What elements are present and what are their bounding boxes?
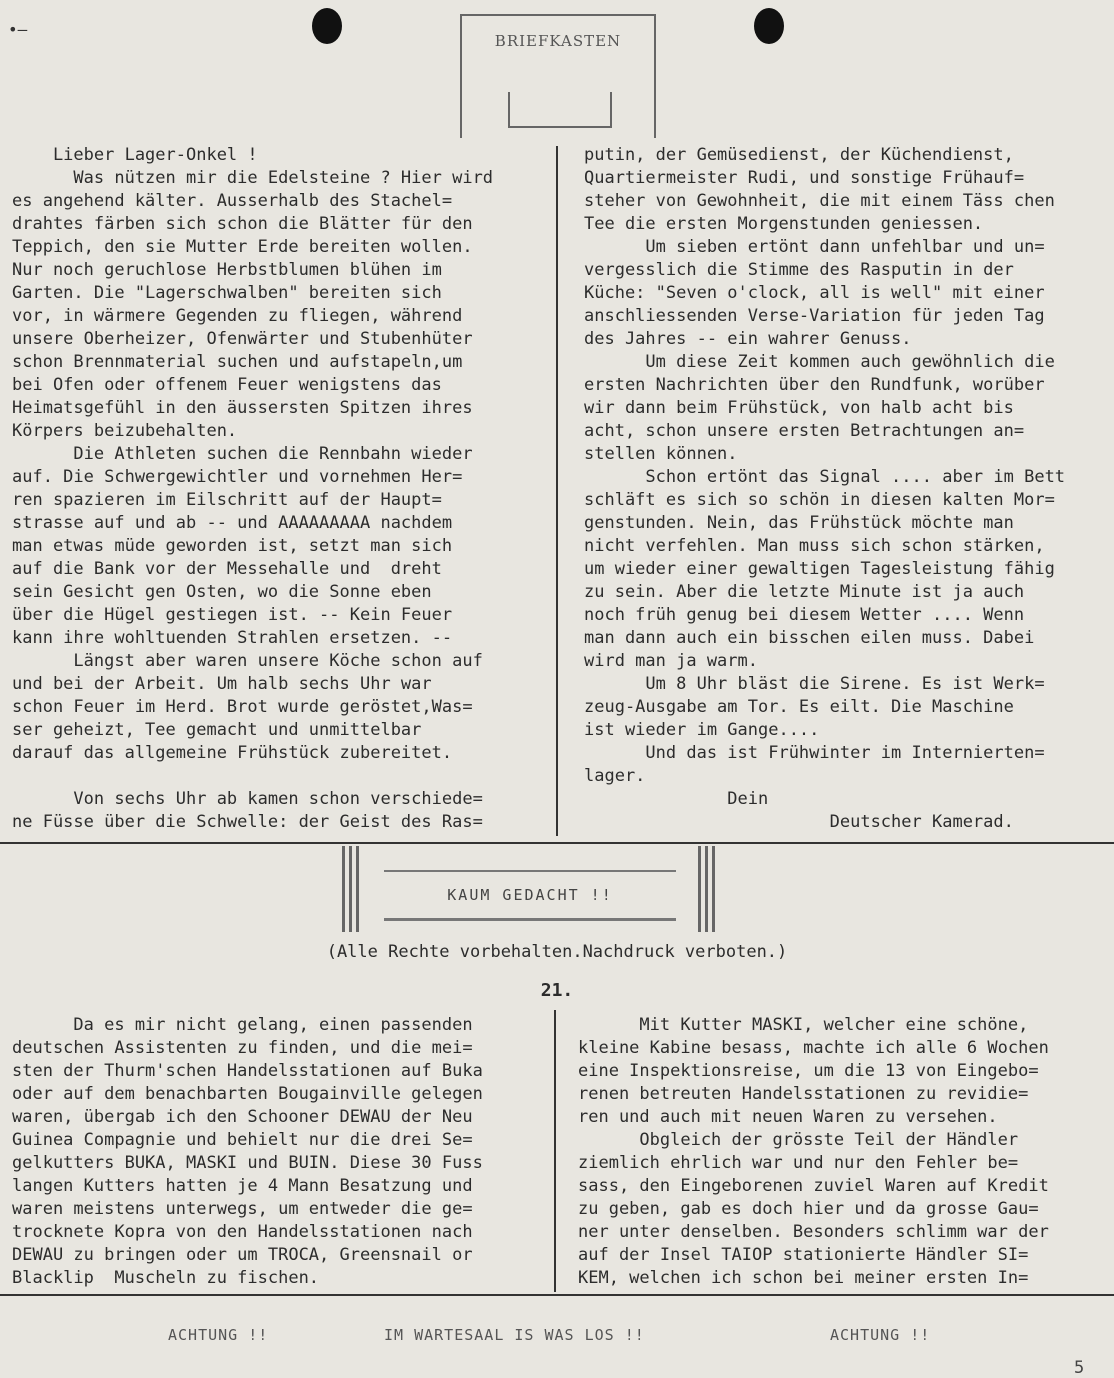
- letter-line: vor, in wärmere Gegenden zu fliegen, während: [12, 306, 463, 326]
- briefkasten-header: [460, 14, 656, 138]
- story-line: sass, den Eingeborenen zuviel Waren auf Kredit: [578, 1176, 1049, 1196]
- kaum-gedacht-title: KAUM GEDACHT !!: [447, 886, 613, 904]
- letter-line: ne Füsse über die Schwelle: der Geist des Ras=: [12, 812, 483, 832]
- letter-line: Dein: [584, 789, 769, 809]
- story-line: waren, übergab ich den Schooner DEWAU der Neu: [12, 1107, 473, 1127]
- letter-line: schläft es sich so schön in diesen kalten Mor=: [584, 490, 1055, 510]
- story-line: deutschen Assistenten zu finden, und die mei=: [12, 1038, 473, 1058]
- letter-line: vergesslich die Stimme des Rasputin in der: [584, 260, 1014, 280]
- letter-line: Was nützen mir die Edelsteine ? Hier wird: [12, 168, 494, 188]
- letter-line: Und das ist Frühwinter im Internierten=: [584, 743, 1045, 763]
- letter-line: Um diese Zeit kommen auch gewöhnlich die: [584, 352, 1055, 372]
- story-line: oder auf dem benachbarten Bougainville gelegen: [12, 1084, 483, 1104]
- letter-line: genstunden. Nein, das Frühstück möchte man: [584, 513, 1014, 533]
- letter-line: darauf das allgemeine Frühstück zubereitet.: [12, 743, 453, 763]
- letter-line: Um 8 Uhr bläst die Sirene. Es ist Werk=: [584, 674, 1045, 694]
- story-line: Obgleich der grösste Teil der Händler: [578, 1130, 1019, 1150]
- briefkasten-title: BRIEFKASTEN: [494, 32, 622, 50]
- letter-line: strasse auf und ab -- und ААААААААА nachdem: [12, 513, 453, 533]
- story-column-divider: [554, 1010, 556, 1292]
- story-line: Mit Kutter MASKI, welcher eine schöne,: [578, 1015, 1029, 1035]
- letter-line: sein Gesicht gen Osten, wo die Sonne eben: [12, 582, 432, 602]
- letter-line: Die Athleten suchen die Rennbahn wieder: [12, 444, 473, 464]
- story-line: ren und auch mit neuen Waren zu versehen.: [578, 1107, 998, 1127]
- letter-line: Garten. Die "Lagerschwalben" bereiten sich: [12, 283, 442, 303]
- letter-line: unsere Oberheizer, Ofenwärter und Stubenhüter: [12, 329, 473, 349]
- section-divider-top: [0, 842, 1114, 844]
- letter-line: um wieder einer gewaltigen Tagesleistung fähig: [584, 559, 1055, 579]
- story-right-column: [578, 1014, 1049, 1290]
- letter-line: wir dann beim Frühstück, von halb acht bis: [584, 398, 1014, 418]
- story-line: DEWAU zu bringen oder um TROCA, Greensnail or: [12, 1245, 473, 1265]
- story-line: gelkutters BUKA, MASKI und BUIN. Diese 30 Fuss: [12, 1153, 483, 1173]
- letter-line: des Jahres -- ein wahrer Genuss.: [584, 329, 912, 349]
- letter-line: Schon ertönt das Signal .... aber im Bett: [584, 467, 1066, 487]
- letter-line: Teppich, den sie Mutter Erde bereiten wollen.: [12, 237, 473, 257]
- letter-line: ersten Nachrichten über den Rundfunk, worüber: [584, 375, 1045, 395]
- letter-line: kann ihre wohltuenden Strahlen ersetzen. --: [12, 628, 453, 648]
- story-line: sten der Thurm'schen Handelsstationen auf Buka: [12, 1061, 483, 1081]
- letter-line: Küche: "Seven o'clock, all is well" mit einer: [584, 283, 1045, 303]
- letter-line: Nur noch geruchlose Herbstblumen blühen im: [12, 260, 442, 280]
- story-line: zu geben, gab es doch hier und da grosse Gau=: [578, 1199, 1039, 1219]
- letter-line: ren spazieren im Eilschritt auf der Haupt=: [12, 490, 442, 510]
- letter-line: schon Brennmaterial suchen und aufstapeln,um: [12, 352, 463, 372]
- letter-line: ser geheizt, Tee gemacht und unmittelbar: [12, 720, 422, 740]
- letter-line: es angehend kälter. Ausserhalb des Stachel=: [12, 191, 453, 211]
- letter-line: putin, der Gemüsedienst, der Küchendienst,: [584, 145, 1014, 165]
- letter-line: nicht verfehlen. Man muss sich schon stärken,: [584, 536, 1045, 556]
- letter-line: man etwas müde geworden ist, setzt man sich: [12, 536, 453, 556]
- story-line: KEM, welchen ich schon bei meiner ersten In=: [578, 1268, 1029, 1288]
- story-line: trocknete Kopra von den Handelsstationen nach: [12, 1222, 473, 1242]
- story-line: Da es mir nicht gelang, einen passenden: [12, 1015, 473, 1035]
- letter-line: Körpers beizubehalten.: [12, 421, 238, 441]
- letter-line: über die Hügel gestiegen ist. -- Kein Feuer: [12, 605, 453, 625]
- letter-line: anschliessenden Verse-Variation für jeden Tag: [584, 306, 1045, 326]
- story-line: kleine Kabine besass, machte ich alle 6 Wochen: [578, 1038, 1049, 1058]
- punch-hole-left: [312, 8, 342, 44]
- letter-right-column: [584, 144, 1065, 834]
- story-line: auf der Insel TAIOP stationierte Händler SI=: [578, 1245, 1029, 1265]
- kaum-gedacht-header: [340, 846, 720, 936]
- letter-line: Quartiermeister Rudi, und sonstige Frühauf=: [584, 168, 1025, 188]
- letter-line: stellen können.: [584, 444, 738, 464]
- letter-line: acht, schon unsere ersten Betrachtungen an=: [584, 421, 1025, 441]
- story-line: eine Inspektionsreise, um die 13 von Eingebo=: [578, 1061, 1039, 1081]
- letter-line: auf die Bank vor der Messehalle und dreht: [12, 559, 442, 579]
- story-line: ner unter denselben. Besonders schlimm war der: [578, 1222, 1049, 1242]
- letter-line: schon Feuer im Herd. Brot wurde geröstet,Was=: [12, 697, 473, 717]
- letter-line: Tee die ersten Morgenstunden geniessen.: [584, 214, 984, 234]
- letter-line: Von sechs Uhr ab kamen schon verschiede=: [12, 789, 483, 809]
- story-line: renen betreuten Handelsstationen zu revidie=: [578, 1084, 1029, 1104]
- episode-number: 21.: [540, 980, 574, 1001]
- footer-right: ACHTUNG !!: [830, 1326, 931, 1344]
- story-line: langen Kutters hatten je 4 Mann Besatzung und: [12, 1176, 473, 1196]
- story-line: Guinea Compagnie und behielt nur die drei Se=: [12, 1130, 473, 1150]
- letter-line: steher von Gewohnheit, die mit einem Täss chen: [584, 191, 1055, 211]
- letter-line: Um sieben ertönt dann unfehlbar und un=: [584, 237, 1045, 257]
- corner-mark: •–: [8, 20, 28, 39]
- mailbox-slot: [508, 92, 612, 128]
- letter-line: bei Ofen oder offenem Feuer wenigstens das: [12, 375, 442, 395]
- footer-left: ACHTUNG !!: [168, 1326, 269, 1344]
- letter-line: lager.: [584, 766, 646, 786]
- story-line: ziemlich ehrlich war und nur den Fehler be=: [578, 1153, 1019, 1173]
- letter-line: Heimatsgefühl in den äussersten Spitzen ihres: [12, 398, 473, 418]
- letter-line: man dann auch ein bisschen eilen muss. Dabei: [584, 628, 1035, 648]
- letter-line: noch früh genug bei diesem Wetter .... Wenn: [584, 605, 1025, 625]
- letter-line: zeug-Ausgabe am Tor. Es eilt. Die Maschine: [584, 697, 1014, 717]
- letter-line: drahtes färben sich schon die Blätter für den: [12, 214, 473, 234]
- letter-line: zu sein. Aber die letzte Minute ist ja auch: [584, 582, 1025, 602]
- letter-line: auf. Die Schwergewichtler und vornehmen Her=: [12, 467, 463, 487]
- letter-column-divider: [556, 146, 558, 836]
- letter-left-column: [12, 144, 493, 834]
- rights-notice: (Alle Rechte vorbehalten.Nachdruck verboten.): [326, 942, 788, 962]
- page-number: 5: [1074, 1358, 1085, 1378]
- story-line: Blacklip Muscheln zu fischen.: [12, 1268, 320, 1288]
- punch-hole-right: [754, 8, 784, 44]
- letter-line: ist wieder im Gange....: [584, 720, 820, 740]
- letter-line: [12, 765, 493, 788]
- letter-line: Deutscher Kamerad.: [584, 812, 1014, 832]
- story-line: waren meistens unterwegs, um entweder die ge=: [12, 1199, 473, 1219]
- letter-line: Lieber Lager-Onkel !: [12, 145, 258, 165]
- letter-line: Längst aber waren unsere Köche schon auf: [12, 651, 483, 671]
- letter-line: und bei der Arbeit. Um halb sechs Uhr war: [12, 674, 432, 694]
- story-left-column: [12, 1014, 483, 1290]
- footer-center: IM WARTESAAL IS WAS LOS !!: [384, 1326, 645, 1344]
- letter-line: wird man ja warm.: [584, 651, 758, 671]
- section-divider-bottom: [0, 1294, 1114, 1296]
